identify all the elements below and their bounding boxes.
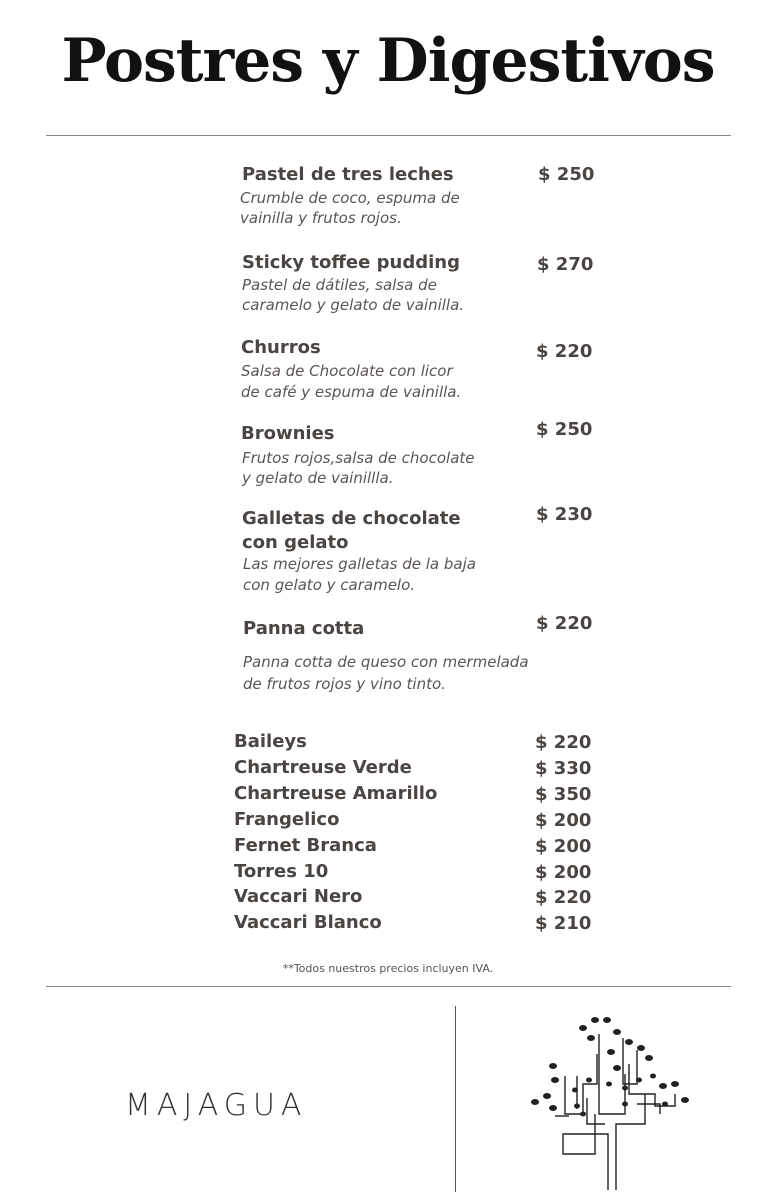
item-description: vainilla y frutos rojos. (240, 209, 402, 227)
footer-divider (455, 1006, 456, 1192)
item-price: $ 270 (537, 254, 594, 275)
item-price: $ 330 (535, 758, 592, 779)
item-price: $ 220 (535, 732, 592, 753)
brand-logo-text: MAJAGUA (125, 1088, 308, 1123)
item-price: $ 200 (535, 862, 592, 883)
item-name: Torres 10 (234, 861, 329, 882)
item-name: Baileys (234, 731, 307, 752)
item-name: Churros (241, 337, 321, 358)
item-description: de café y espuma de vainilla. (241, 383, 462, 401)
tax-note: **Todos nuestros precios incluyen IVA. (282, 962, 494, 975)
item-description: con gelato y caramelo. (243, 576, 416, 594)
item-price: $ 350 (535, 784, 592, 805)
item-description: Salsa de Chocolate con licor (241, 362, 453, 380)
item-price: $ 250 (536, 419, 593, 440)
item-price: $ 250 (538, 164, 595, 185)
item-name: Vaccari Blanco (234, 912, 382, 933)
item-description: Crumble de coco, espuma de (240, 189, 460, 207)
top-divider (46, 135, 731, 136)
item-price: $ 200 (535, 810, 592, 831)
item-name: Vaccari Nero (234, 886, 363, 907)
item-price: $ 210 (535, 913, 592, 934)
item-price: $ 230 (536, 504, 593, 525)
item-name: Sticky toffee pudding (242, 252, 460, 273)
item-description: y gelato de vainillla. (242, 469, 394, 487)
item-name: Pastel de tres leches (242, 164, 454, 185)
bottom-divider (46, 986, 731, 987)
item-name: Chartreuse Amarillo (234, 783, 438, 804)
item-name: Chartreuse Verde (234, 757, 412, 778)
item-description: Panna cotta de queso con mermelada (243, 653, 529, 671)
item-name: Brownies (241, 423, 335, 444)
item-description: Las mejores galletas de la baja (243, 555, 476, 573)
item-description: caramelo y gelato de vainilla. (242, 296, 465, 314)
item-description: Pastel de dátiles, salsa de (242, 276, 437, 294)
item-name: Fernet Branca (234, 835, 377, 856)
tree-icon (525, 1014, 695, 1192)
item-price: $ 220 (536, 613, 593, 634)
page-title: Postres y Digestivos (61, 26, 715, 96)
item-price: $ 200 (535, 836, 592, 857)
item-name: Frangelico (234, 809, 340, 830)
item-description: Frutos rojos,salsa de chocolate (242, 449, 475, 467)
item-name: Panna cotta (243, 618, 365, 639)
item-name: con gelato (242, 532, 349, 553)
item-price: $ 220 (535, 887, 592, 908)
item-price: $ 220 (536, 341, 593, 362)
item-description: de frutos rojos y vino tinto. (243, 675, 446, 693)
item-name: Galletas de chocolate (242, 508, 461, 529)
